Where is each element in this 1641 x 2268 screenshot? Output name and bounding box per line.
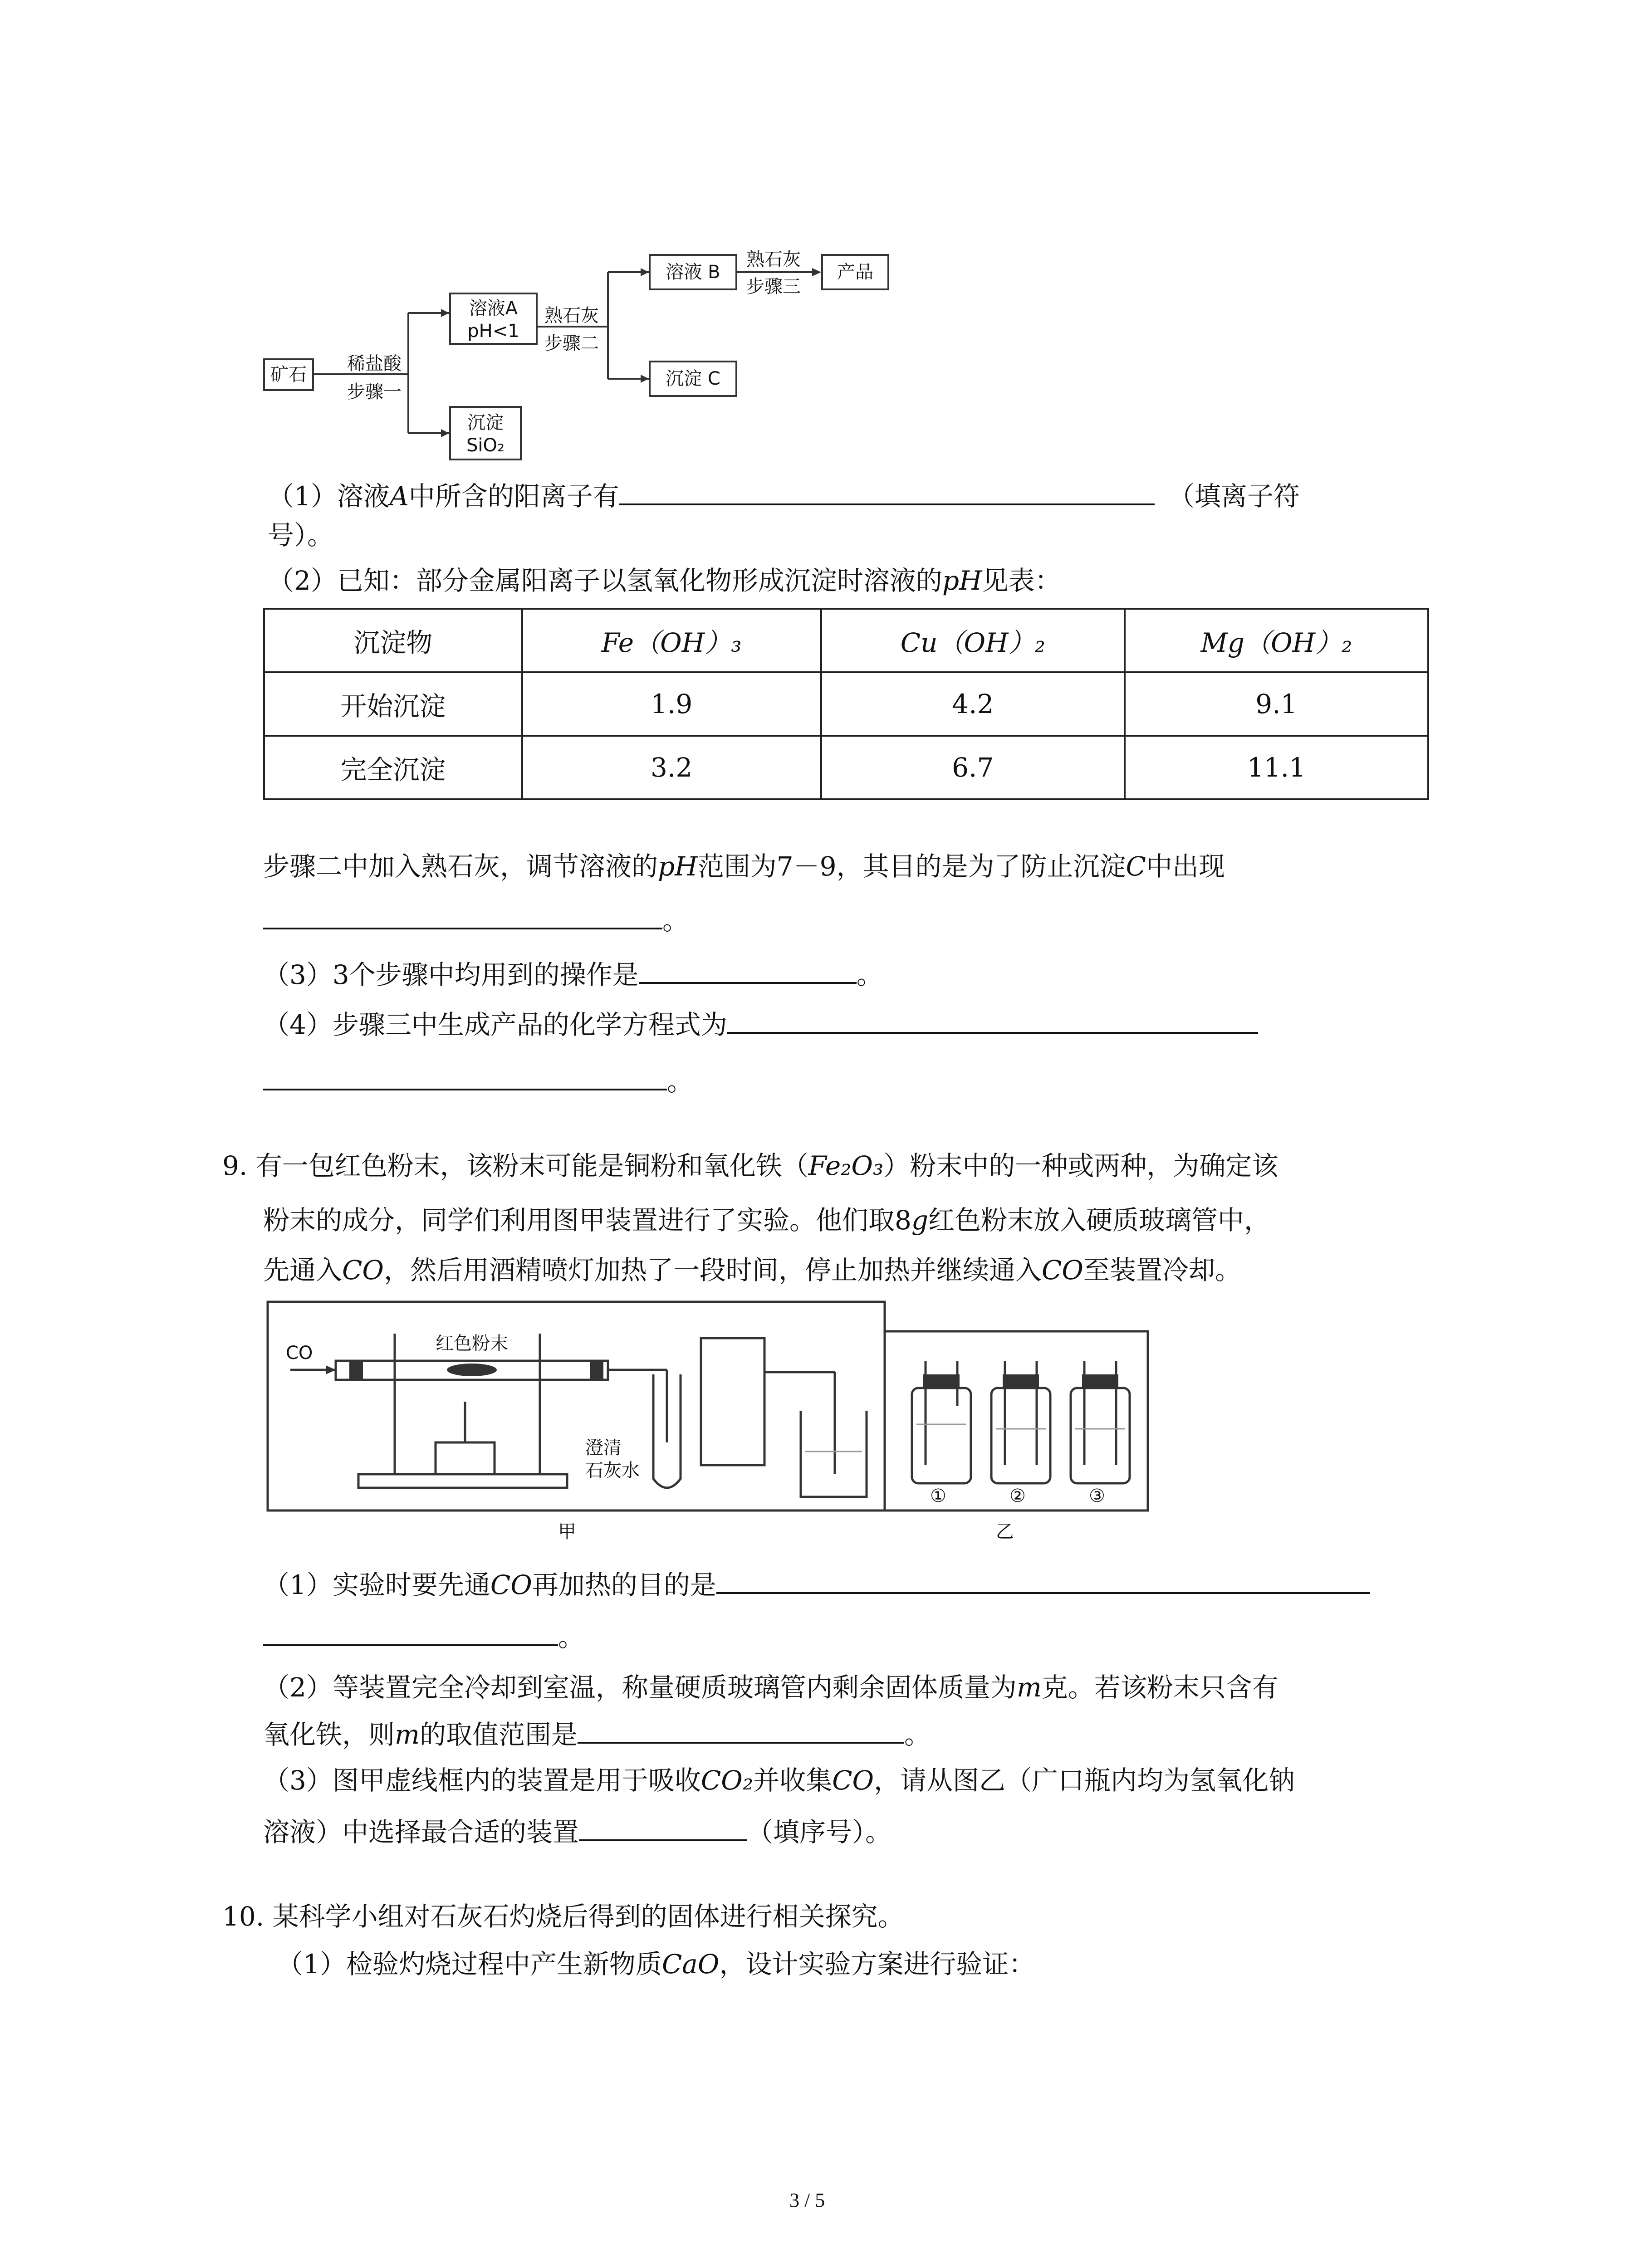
product-box: 产品	[821, 254, 889, 290]
bottle-2-number: ②	[1009, 1486, 1026, 1506]
q9-part1-answer-line: 。	[263, 1617, 584, 1655]
q8-part2-intro: （2）已知：部分金属阳离子以氢氧化物形成沉淀时溶液的pH见表：	[268, 565, 1061, 596]
table-header-cell: 沉淀物	[264, 609, 522, 672]
table-cell: 3.2	[522, 736, 821, 799]
table-cell: 完全沉淀	[264, 736, 522, 799]
table-header-cell: Cu（OH）₂	[821, 609, 1125, 672]
table-cell: 6.7	[821, 736, 1125, 799]
table-cell: 11.1	[1125, 736, 1428, 799]
q8-part2-question: 步骤二中加入熟石灰，调节溶液的pH范围为7－9，其目的是为了防止沉淀C中出现	[263, 851, 1225, 882]
step1-reagent: 稀盐酸	[347, 353, 402, 374]
answer-blank[interactable]	[716, 1565, 1370, 1594]
step2-reagent: 熟石灰	[544, 305, 599, 326]
q9-line3: 先通入CO，然后用酒精喷灯加热了一段时间，停止加热并继续通入CO至装置冷却。	[263, 1255, 1241, 1286]
step2-label: 步骤二	[544, 333, 599, 354]
q9-part2-line1: （2）等装置完全冷却到室温，称量硬质玻璃管内剩余固体质量为m克。若该粉末只含有	[263, 1672, 1279, 1703]
q10-line1: 10. 某科学小组对石灰石灼烧后得到的固体进行相关探究。	[222, 1901, 904, 1932]
figure-yi-caption: 乙	[996, 1521, 1014, 1542]
q9-line1: 9. 有一包红色粉末，该粉末可能是铜粉和氧化铁（Fe₂O₃）粉末中的一种或两种，为确定该	[222, 1150, 1279, 1181]
q8-part1-line1: （1）溶液A中所含的阳离子有 （填离子符	[268, 476, 1300, 514]
precipitate-sio2-formula: SiO₂	[466, 435, 505, 456]
table-cell: 9.1	[1125, 672, 1428, 736]
step3-reagent: 熟石灰	[746, 249, 801, 270]
precipitate-sio2-name: 沉淀	[467, 412, 504, 433]
table-cell: 开始沉淀	[264, 672, 522, 736]
red-powder-label: 红色粉末	[436, 1333, 508, 1354]
bottle-3-number: ③	[1089, 1486, 1105, 1506]
q9-part1: （1）实验时要先通CO再加热的目的是	[263, 1565, 1370, 1603]
limewater-label-2: 石灰水	[585, 1460, 640, 1481]
limewater-label-1: 澄清	[585, 1437, 622, 1458]
table-cell: 4.2	[821, 672, 1125, 736]
solution-b-box: 溶液 B	[649, 254, 737, 290]
table-header-cell: Fe（OH）₃	[522, 609, 821, 672]
step3-label: 步骤三	[746, 276, 801, 297]
bottle-1-number: ①	[930, 1486, 946, 1506]
solution-a-name: 溶液A	[469, 298, 518, 319]
table-header-cell: Mg（OH）₂	[1125, 609, 1428, 672]
co-inlet-label: CO	[286, 1343, 313, 1364]
solution-a-ph: pH<1	[467, 321, 519, 342]
page-number: 3 / 5	[789, 2189, 825, 2211]
figure-jia-caption: 甲	[558, 1521, 576, 1542]
q8-part2-answer-line: 。	[263, 900, 689, 938]
q9-part2-line2: 氧化铁，则m的取值范围是 。	[263, 1715, 931, 1753]
q9-part3-line2: 溶液）中选择最合适的装置 （填序号）。	[263, 1812, 892, 1850]
q9-part3-line1: （3）图甲虚线框内的装置是用于吸收CO₂并收集CO，请从图乙（广口瓶内均为氢氧化钠	[263, 1765, 1295, 1796]
precipitate-c-box: 沉淀 C	[649, 361, 737, 397]
q8-part4: （4）步骤三中生成产品的化学方程式为	[263, 1005, 1258, 1043]
q8-part4-answer-line: 。	[263, 1061, 693, 1100]
q8-part3: （3）3个步骤中均用到的操作是 。	[263, 955, 883, 993]
q9-line2: 粉末的成分，同学们利用图甲装置进行了实验。他们取8g红色粉末放入硬质玻璃管中，	[263, 1205, 1271, 1236]
answer-blank[interactable]	[263, 1617, 558, 1646]
answer-blank[interactable]	[579, 1812, 747, 1841]
step1-label: 步骤一	[347, 381, 402, 402]
q8-part1-line2: 号）。	[268, 520, 334, 551]
ore-box: 矿石	[263, 358, 314, 391]
q10-line2: （1）检验灼烧过程中产生新物质CaO，设计实验方案进行验证：	[277, 1949, 1035, 1980]
table-cell: 1.9	[522, 672, 821, 736]
answer-blank[interactable]	[578, 1715, 904, 1744]
